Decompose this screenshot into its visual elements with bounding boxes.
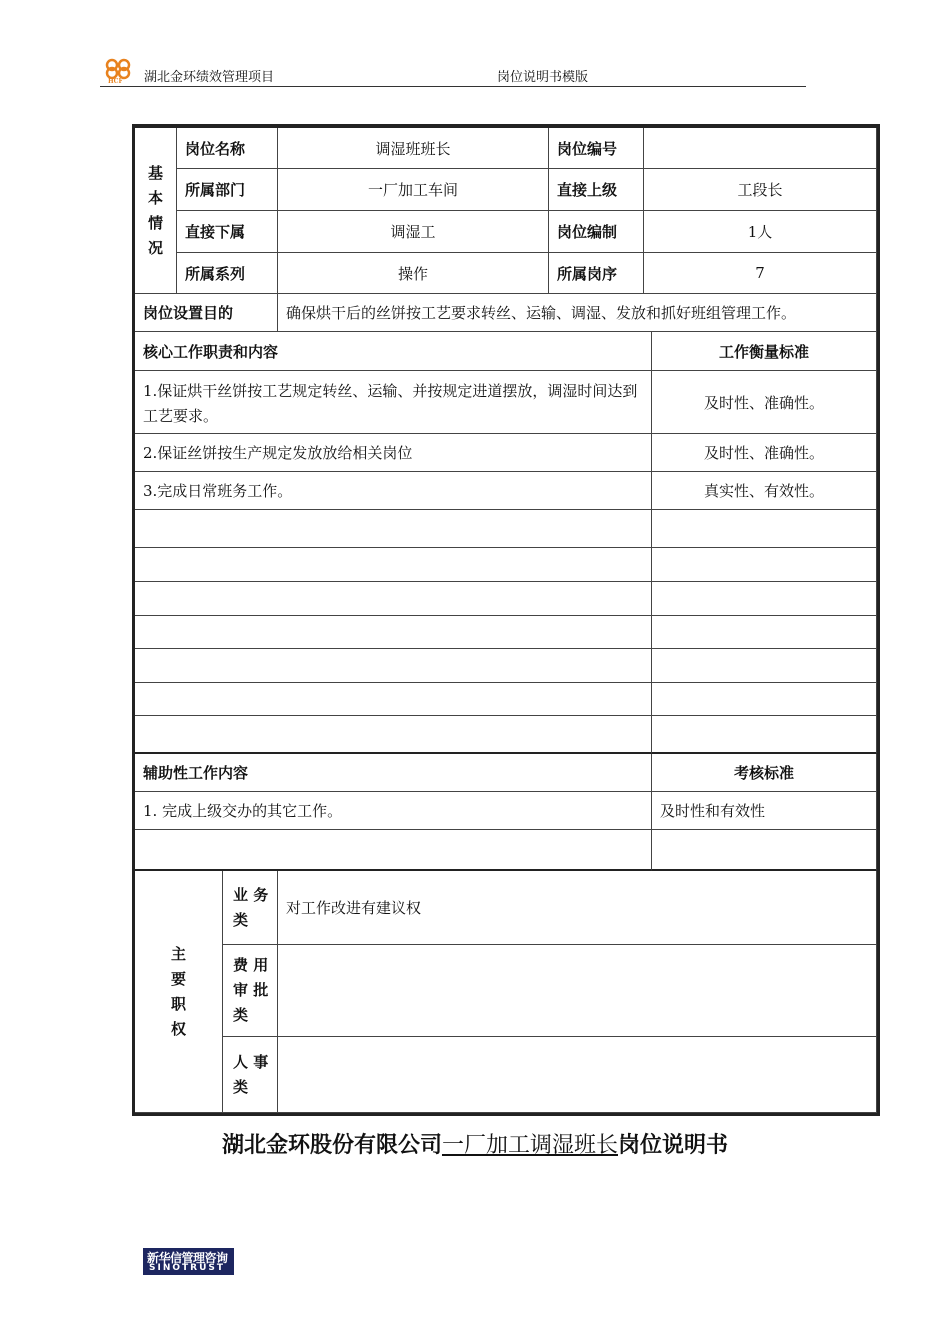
aux-duty-1: 1. 完成上级交办的其它工作。 bbox=[135, 792, 652, 830]
subordinate-value: 调湿工 bbox=[278, 211, 549, 253]
grade-value: 7 bbox=[644, 253, 877, 294]
core-empty-row bbox=[135, 649, 652, 683]
purpose-label: 岗位设置目的 bbox=[135, 294, 278, 332]
core-standard-2: 及时性、准确性。 bbox=[652, 434, 877, 472]
core-standard-header: 工作衡量标准 bbox=[652, 332, 877, 371]
business-authority-label: 业 务 类 bbox=[223, 871, 278, 945]
hr-authority-text bbox=[278, 1037, 877, 1113]
expense-authority-text bbox=[278, 945, 877, 1037]
core-empty-row bbox=[135, 683, 652, 716]
core-standard-1: 及时性、准确性。 bbox=[652, 371, 877, 434]
core-empty-row bbox=[135, 616, 652, 649]
job-code-label: 岗位编号 bbox=[549, 128, 644, 169]
header-doc-type: 岗位说明书模版 bbox=[497, 70, 589, 85]
series-value: 操作 bbox=[278, 253, 549, 294]
aux-empty-row bbox=[135, 830, 652, 871]
svg-text:HCF: HCF bbox=[108, 78, 123, 84]
job-code-value bbox=[644, 128, 877, 169]
basic-info-section-label: 基 本 情 况 bbox=[135, 128, 177, 294]
core-empty-row bbox=[135, 510, 652, 548]
core-duty-3: 3.完成日常班务工作。 bbox=[135, 472, 652, 510]
consultancy-logo: 新华信管理咨询 SINOTRUST bbox=[143, 1248, 234, 1275]
superior-value: 工段长 bbox=[644, 169, 877, 211]
job-name-label: 岗位名称 bbox=[177, 128, 278, 169]
header-project-name: 湖北金环绩效管理项目 bbox=[144, 70, 275, 85]
core-empty-row bbox=[652, 548, 877, 582]
series-label: 所属系列 bbox=[177, 253, 278, 294]
grade-label: 所属岗序 bbox=[549, 253, 644, 294]
core-duty-2: 2.保证丝饼按生产规定发放放给相关岗位 bbox=[135, 434, 652, 472]
core-empty-row bbox=[135, 582, 652, 616]
core-duty-1: 1.保证烘干丝饼按工艺规定转丝、运输、并按规定进道摆放，调湿时间达到工艺要求。 bbox=[135, 371, 652, 434]
core-empty-row bbox=[652, 510, 877, 548]
business-authority-text: 对工作改进有建议权 bbox=[278, 871, 877, 945]
dept-label: 所属部门 bbox=[177, 169, 278, 211]
core-empty-row bbox=[652, 716, 877, 754]
core-empty-row bbox=[135, 548, 652, 582]
core-empty-row bbox=[652, 649, 877, 683]
hr-authority-label: 人 事 类 bbox=[223, 1037, 278, 1113]
headcount-value: 1人 bbox=[644, 211, 877, 253]
core-empty-row bbox=[135, 716, 652, 754]
authority-section-label: 主 要 职 权 bbox=[135, 871, 223, 1113]
superior-label: 直接上级 bbox=[549, 169, 644, 211]
aux-empty-row bbox=[652, 830, 877, 871]
purpose-text: 确保烘干后的丝饼按工艺要求转丝、运输、调湿、发放和抓好班组管理工作。 bbox=[278, 294, 877, 332]
headcount-label: 岗位编制 bbox=[549, 211, 644, 253]
dept-value: 一厂加工车间 bbox=[278, 169, 549, 211]
company-logo bbox=[100, 56, 136, 84]
core-empty-row bbox=[652, 582, 877, 616]
job-name-value: 调湿班班长 bbox=[278, 128, 549, 169]
aux-standard-header: 考核标准 bbox=[652, 754, 877, 792]
core-empty-row bbox=[652, 616, 877, 649]
aux-standard-1: 及时性和有效性 bbox=[652, 792, 877, 830]
core-standard-3: 真实性、有效性。 bbox=[652, 472, 877, 510]
core-duties-header: 核心工作职责和内容 bbox=[135, 332, 652, 371]
aux-duties-header: 辅助性工作内容 bbox=[135, 754, 652, 792]
page-header bbox=[100, 52, 806, 87]
document-title: 湖北金环股份有限公司一厂加工调湿班长岗位说明书 bbox=[221, 1133, 729, 1158]
expense-authority-label: 费 用 审 批 类 bbox=[223, 945, 278, 1037]
subordinate-label: 直接下属 bbox=[177, 211, 278, 253]
core-empty-row bbox=[652, 683, 877, 716]
job-description-table bbox=[132, 124, 880, 1116]
